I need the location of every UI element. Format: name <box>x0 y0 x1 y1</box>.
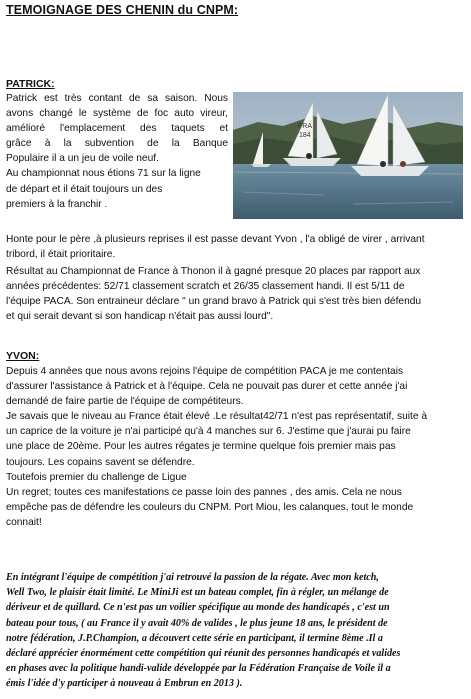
text-line: un caprice de la voiture je n'ai participé qu'à 4 manches sur 6. J'estime que j'aurai pu faire <box>6 426 411 438</box>
text-line: Au championnat nous étions 71 sur la ligne <box>6 168 201 180</box>
patrick-intro-paragraph <box>6 91 228 212</box>
sailing-photo-image <box>233 92 463 219</box>
text-line: notre fédération, J.P.Champion, a découvert cette série en participant, il termine 8ème .Il a <box>6 632 383 644</box>
text-line: empêche pas de défendre les couleurs du CNPM. Port Miou, les calanques, tout le monde <box>6 501 414 513</box>
text-line: avons changé le système de foc auto vireur, <box>6 108 228 120</box>
yvon-heading: YVON: <box>6 350 40 362</box>
closing-paragraph <box>6 570 462 692</box>
patrick-result-paragraph <box>6 232 462 325</box>
text-line: bateau pour tous, ( au France il y avait 40% de valides , le plus jeune 18 ans, le président de <box>6 617 388 629</box>
text-line: En intégrant l'équipe de compétition j'ai retrouvé la passion de la régate. Avec mon ketch, <box>6 572 379 583</box>
sail-number-text: 184 <box>299 132 311 139</box>
text-line: déclaré apprécier énormément cette compétition qui réunit des personnes handicapés et valides <box>6 648 401 660</box>
text-line: en phases avec la politique handi-valide développée par la Fédération Française de Voile il a <box>6 663 391 675</box>
text-line: émis l'idée d'y participer à nouveau à Embrun en 2013 ). <box>6 678 243 690</box>
text-line: une place de 20ème. Pour les autres régates je termine quelque fois premier mais pas <box>6 441 396 453</box>
text-line: de départ et il était toujours un des <box>6 183 163 195</box>
text-line: Populaire il a un jeu de voile neuf. <box>6 153 159 165</box>
document-title: TEMOIGNAGE DES CHENIN du CNPM: <box>6 3 239 17</box>
text-line: Je savais que le niveau au France était élevé .Le résultat42/71 n'est pas représentatif, suite à <box>6 411 428 423</box>
patrick-heading: PATRICK: <box>6 78 55 90</box>
text-line: et qui serait devant si son handicap n'était pas aussi lourd". <box>6 311 274 323</box>
text-line: toujours. Les copains savent se défendre. <box>6 456 195 468</box>
yvon-paragraph <box>6 364 462 530</box>
text-line: grâce à la subvention de la Banque <box>6 138 228 150</box>
text-line: Patrick est très contant de sa saison. Nous <box>6 93 228 104</box>
text-line: connait! <box>6 516 42 528</box>
text-line: Un regret; toutes ces manifestations ce passe loin des pannes , des amis. Cela ne nous <box>6 486 402 498</box>
text-line: d'assurer l'assistance à Patrick et à l'équipe. Cela ne pouvait pas durer et cette année j'ai <box>6 381 408 393</box>
text-line: Résultat au Championnat de France à Thonon il à gagné presque 20 places par rapport aux <box>6 266 421 278</box>
text-line: premiers à la franchir . <box>6 198 108 210</box>
text-line: Honte pour le père ,à plusieurs reprises il est passe devant Yvon , l'a obligé de virer , arrivant <box>6 234 425 245</box>
text-line: tribord, il était prioritaire. <box>6 249 116 261</box>
text-line: années précédentes: 52/71 classement scratch et 26/35 classement handi. Il est 5/11 de <box>6 281 405 293</box>
sailing-photo <box>233 92 463 219</box>
text-line: amélioré l'emplacement des taquets et <box>6 123 228 135</box>
text-line: Well Two, le plaisir était limité. Le MiniJi est un bateau complet, fin à régler, un mélange de <box>6 587 389 599</box>
text-line: dériveur et de quillard. Ce n'est pas un voilier spécifique au monde des handicapés , c'est un <box>6 602 390 614</box>
text-line: demandé de faire partie de l'équipe de compétiteurs. <box>6 396 244 408</box>
text-line: Toutefois premier du challenge de Ligue <box>6 471 187 483</box>
text-line: l'équipe PACA. Son entraineur déclare " un grand bravo à Patrick qui s'est très bien défendu <box>6 296 422 308</box>
sail-number-text: FRA <box>298 123 312 130</box>
text-line: Depuis 4 années que nous avons rejoins l'équipe de compétition PACA je me contentais <box>6 366 404 377</box>
